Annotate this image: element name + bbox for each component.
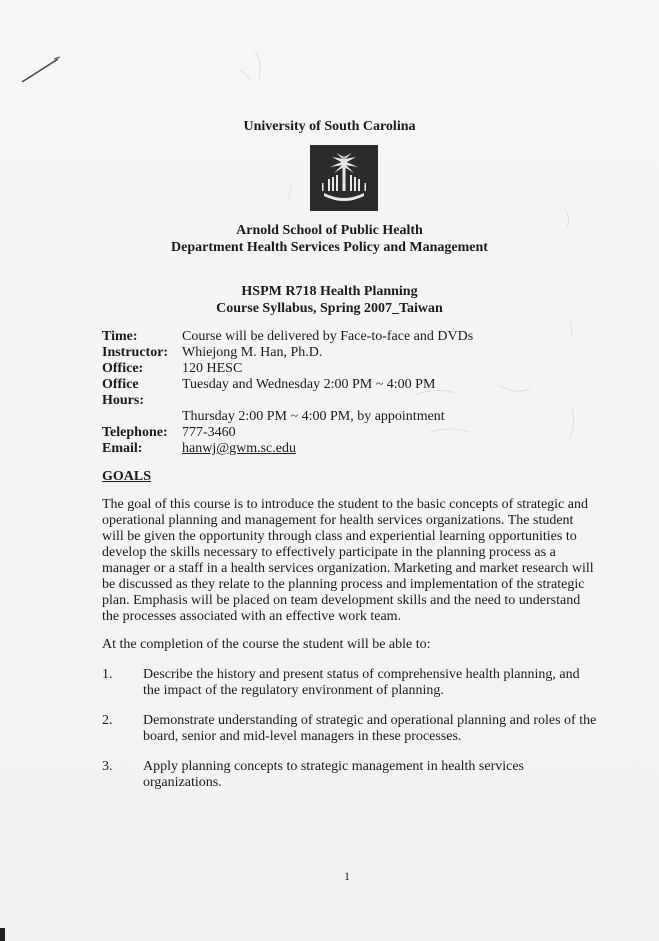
school-name: Arnold School of Public Health <box>236 223 423 238</box>
course-subtitle: Course Syllabus, Spring 2007_Taiwan <box>216 301 443 316</box>
info-label: Office: <box>102 361 144 376</box>
list-item-text: Apply planning concepts to strategic management in health services organizations. <box>143 759 524 790</box>
course-title: HSPM R718 Health Planning <box>241 284 418 299</box>
info-row-office <box>102 361 473 377</box>
info-value: 120 HESC <box>182 361 243 376</box>
info-label: Time: <box>102 329 138 344</box>
info-label: Email: <box>102 441 143 456</box>
info-row-office-hours-cont <box>102 409 473 425</box>
info-row-telephone <box>102 425 473 441</box>
info-value: Course will be delivered by Face-to-face and DVDs <box>182 329 474 344</box>
department-name: Department Health Services Policy and Management <box>171 240 488 255</box>
course-heading <box>0 283 659 317</box>
info-row-office-hours <box>102 377 473 409</box>
list-item <box>102 759 602 791</box>
list-item <box>102 713 602 745</box>
page-number: 1 <box>344 869 350 883</box>
info-value: 777-3460 <box>182 425 236 440</box>
info-value: Whiejong M. Han, Ph.D. <box>182 345 323 360</box>
info-value: Tuesday and Wednesday 2:00 PM ~ 4:00 PM <box>182 377 436 392</box>
list-item-number: 2. <box>102 713 113 728</box>
usc-palmetto-seal-icon <box>310 145 378 211</box>
info-label: Telephone: <box>102 425 168 440</box>
email-link[interactable]: hanwj@gwm.sc.edu <box>182 441 296 456</box>
info-row-email <box>102 441 473 457</box>
course-info-block <box>102 329 473 457</box>
list-item-number: 1. <box>102 667 113 682</box>
info-label: Instructor: <box>102 345 169 360</box>
goals-paragraph: The goal of this course is to introduce the student to the basic concepts of strategic and operational planning and management for health services organizations. The student will be given the opportunity through class and experiential learning opportunities to develop the skills necessary to effectively participate in the planning process as a manager or a staff in a health services organization. Marketing and market research will be discussed as they relate to the planning process and implementation of the strategic plan. Emphasis will be placed on team development skills and the need to understand the processes associated with an effective work team. <box>102 497 594 624</box>
list-item-text: Describe the history and present status of comprehensive health planning, and the impact of the regulatory environment of planning. <box>143 667 580 698</box>
info-label <box>102 409 182 425</box>
goals-heading: GOALS <box>102 469 152 484</box>
university-name: University of South Carolina <box>243 119 416 134</box>
list-item <box>102 667 602 699</box>
goals-intro: At the completion of the course the student will be able to: <box>102 637 431 652</box>
info-row-time <box>102 329 473 345</box>
school-heading <box>0 222 659 256</box>
info-row-instructor <box>102 345 473 361</box>
list-item-number: 3. <box>102 759 113 774</box>
info-label: Office Hours: <box>102 377 144 408</box>
list-item-text: Demonstrate understanding of strategic and operational planning and roles of the board, senior and mid-level managers in these processes. <box>143 713 597 744</box>
info-value: Thursday 2:00 PM ~ 4:00 PM, by appointment <box>182 409 445 424</box>
